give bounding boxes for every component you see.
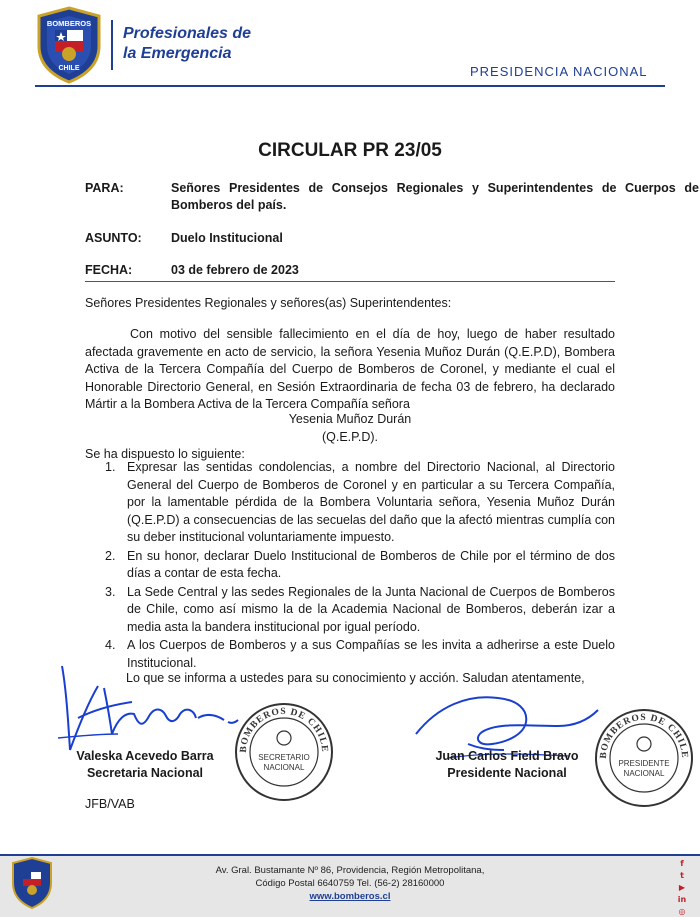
honoree-qepd: (Q.E.P.D). — [321, 429, 379, 444]
seal-right-center-1: PRESIDENTE — [618, 759, 670, 768]
header-rule — [35, 85, 665, 87]
social-icons — [675, 858, 689, 917]
presidencia-label: PRESIDENCIA NACIONAL — [470, 64, 648, 79]
circular-title: CIRCULAR PR 23/05 — [258, 140, 442, 161]
slogan-line-1: Profesionales de — [123, 25, 252, 42]
footer-address-line-2: Código Postal 6640759 Tel. (56-2) 28160000 — [255, 878, 445, 889]
left-signatory-title: Secretaria Nacional — [86, 766, 204, 780]
linkedin-icon[interactable]: in — [677, 895, 687, 904]
main-paragraph: Con motivo del sensible fallecimiento en el día de hoy, luego de haber resultado afectada gravemente en acto de servicio, la señora Yesenia Muñoz Durán (Q.E.P.D), Bombera Activa de la Tercera Compañía del Cuerpo de Bomberos de Coronel, y mediante el cual el Honorable Directorio General, en Sesión Extraordinaria de fecha 03 de febrero, ha declarado Mártir a la Bombera Activa de la Tercera Compañía señora — [85, 327, 615, 411]
document-initials: JFB/VAB — [85, 797, 135, 811]
logo-top-text: BOMBEROS — [46, 19, 92, 28]
fecha-value: 03 de febrero de 2023 — [171, 263, 299, 277]
facebook-icon[interactable]: f — [680, 859, 684, 868]
instagram-icon[interactable]: ◎ — [678, 907, 686, 916]
seal-left-center-2: NACIONAL — [263, 763, 305, 772]
list-item-text: Expresar las sentidas condolencias, a nombre del Directorio Nacional, al Directorio General del Cuerpo de Bomberos de Coronel y en particular a su Tercera Compañía, por la lamentable pérdida de la Bombera Voluntaria señora, Yesenia Muñoz Durán (Q.E.P.D) a consecuencias de las secuelas del daño que la afectó mientras cumplía con su deber institucional voluntariamente impuesto. — [127, 460, 615, 544]
dispuesto-heading: Se ha dispuesto lo siguiente: — [85, 447, 245, 461]
right-signatory-title: Presidente Nacional — [447, 766, 567, 780]
list-item — [85, 548, 615, 583]
list-item — [85, 459, 615, 547]
website-link[interactable]: www.bomberos.cl — [309, 891, 391, 902]
para-label: PARA: — [85, 181, 124, 195]
list-item-number: 3. — [105, 584, 116, 599]
twitter-icon[interactable]: t — [680, 871, 684, 880]
honoree-block — [0, 411, 700, 446]
left-signatory-name: Valeska Acevedo Barra — [76, 749, 214, 763]
list-item-text: En su honor, declarar Duelo Institucional de Bomberos de Chile por el término de dos días a contar de esta fecha. — [127, 548, 615, 580]
logo-bottom-text: CHILE — [58, 65, 80, 72]
secretary-seal — [232, 700, 336, 804]
footer-address-line-1: Av. Gral. Bustamante Nº 86, Providencia, Región Metropolitana, — [215, 865, 485, 876]
bomberos-logo — [35, 6, 103, 84]
list-item-number: 4. — [105, 638, 116, 652]
list-item-text: La Sede Central y las sedes Regionales de la Junta Nacional de Cuerpos de Bomberos de Chile, como así mismo la de la Academia Nacional de Bomberos, deberán izar a media asta la bandera institucional por igual período. — [127, 584, 615, 634]
list-item-number: 2. — [105, 548, 116, 563]
seal-right-center-2: NACIONAL — [623, 769, 665, 778]
left-signature-image — [48, 658, 248, 758]
right-signatory-name: Juan Carlos Field Bravo — [435, 749, 579, 763]
svg-text:BOMBEROS DE CHILE — [239, 707, 329, 753]
youtube-icon[interactable]: ▶ — [678, 883, 686, 892]
asunto-value: Duelo Institucional — [171, 231, 283, 245]
footer-address — [0, 864, 700, 903]
header-divider — [111, 20, 113, 70]
svg-text:BOMBEROS DE CHILE — [599, 713, 689, 759]
salutation: Señores Presidentes Regionales y señores(as) Superintendentes: — [85, 296, 452, 310]
honoree-name: Yesenia Muñoz Durán — [288, 412, 412, 426]
fecha-label: FECHA: — [85, 263, 133, 277]
asunto-label: ASUNTO: — [85, 231, 142, 245]
list-item-text: A los Cuerpos de Bomberos y a sus Compañías se les invita a adherirse a este Duelo Institucional. — [127, 638, 615, 670]
para-value: Señores Presidentes de Consejos Regionales y Superintendentes de Cuerpos de Bomberos del país. — [171, 181, 699, 212]
fields-rule — [85, 281, 615, 282]
list-item — [85, 584, 615, 637]
left-signatory — [70, 748, 220, 782]
right-signatory — [432, 748, 582, 782]
seal-left-top-text: BOMBEROS DE CHILE — [238, 706, 330, 753]
seal-right-top-text: BOMBEROS DE CHILE — [598, 712, 690, 759]
disposition-list — [85, 459, 615, 673]
seal-left-center-1: SECRETARIO — [258, 753, 310, 762]
slogan-line-2: la Emergencia — [123, 45, 232, 62]
closing-line: Lo que se informa a ustedes para su conocimiento y acción. Saludan atentamente, — [126, 671, 585, 685]
president-seal — [592, 706, 696, 810]
header-slogan — [123, 24, 251, 64]
list-item-number: 1. — [105, 460, 116, 474]
